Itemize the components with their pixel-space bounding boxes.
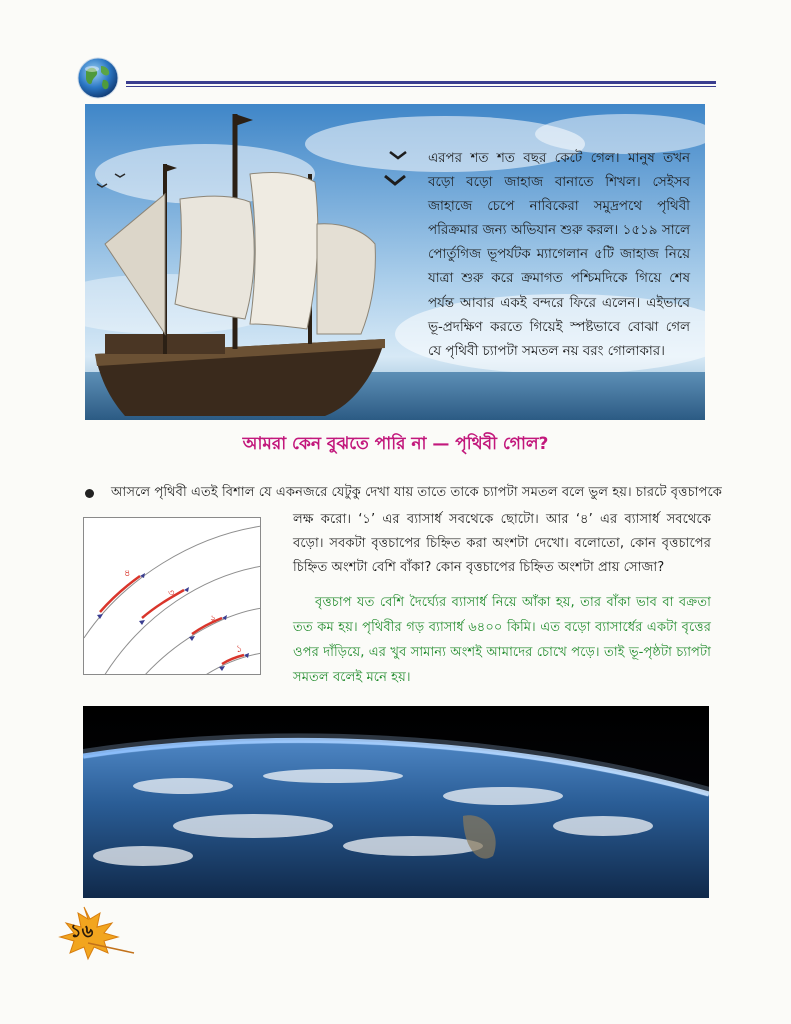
paragraph-2-text: বৃত্তচাপ যত বেশি দৈর্ঘ্যের ব্যাসার্ধ নিয়ে আঁকা হয়, তার বাঁকা ভাব বা বক্রতা তত কম হয়। পৃথিবীর গড় ব্যাসার্ধ ৬৪০০ কিমি। এত বড়ো ব্যাসার্ধের একটা বৃত্তের ওপর দাঁড়িয়ে, এর খুব সামান্য অংশই আমাদের চোখে পড়ে। তাই ভূ-পৃষ্ঠটা চ্যাপটা সমতল বলেই মনে হয়।: [293, 595, 711, 685]
arc-label-4: ৪: [124, 568, 131, 579]
paragraph-1-line-1: আসলে পৃথিবী এতই বিশাল যে একনজরে যেটুকু দেখা যায় তাতে তাকে চ্যাপটা সমতল বলে ভুল হয়। চারটে বৃত্তচাপকে: [111, 485, 722, 500]
bullet-point: [85, 489, 94, 498]
arc-label-3: ৩: [168, 588, 175, 599]
arc-curvature-figure: [83, 517, 261, 675]
arc-label-2: ২: [210, 614, 217, 625]
maple-leaf-icon: [54, 903, 140, 961]
paragraph-2: [293, 590, 711, 690]
ship-panel-text: এরপর শত শত বছর কেটে গেল। মানুষ তখন বড়ো বড়ো জাহাজ বানাতে শিখল। সেইসব জাহাজে চেপে নাবিকেরা সমুদ্রপথে পৃথিবী পরিক্রমার জন্য অভিযান শুরু করল। ১৫১৯ সালে পোর্তুগিজ ভূপর্যটক ম্যাগেলান ৫টি জাহাজ নিয়ে যাত্রা শুরু করে ক্রমাগত পশ্চিমদিকে গিয়ে শেষ পর্যন্ত আবার একই বন্দরে ফিরে এলেন। এইভাবে ভূ-প্রদক্ষিণ করতে গিয়েই স্পষ্টভাবে বোঝা গেল যে পৃথিবী চ্যাপটা সমতল নয় বরং গোলাকার।: [428, 151, 690, 359]
globe-icon: [77, 57, 119, 99]
paragraph-1-continuation: লক্ষ করো। ‘১’ এর ব্যাসার্ধ সবথেকে ছোটো। আর ‘৪’ এর ব্যাসার্ধ সবথেকে বড়ো। সবকটা বৃত্তচাপের চিহ্নিত করা অংশটা দেখো। বলোতো, কোন বৃত্তচাপের চিহ্নিত অংশটা বেশি বাঁকা? কোন বৃত্তচাপের চিহ্নিত অংশটা প্রায় সোজা?: [293, 512, 711, 575]
ship-illustration: [85, 104, 705, 420]
earth-from-space-photo: [83, 706, 709, 898]
header-rule: [126, 81, 716, 88]
arc-label-1: ১: [236, 644, 243, 655]
page-number: ১৬: [70, 921, 94, 942]
section-heading: আমরা কেন বুঝতে পারি না — পৃথিবী গোল?: [242, 434, 549, 454]
